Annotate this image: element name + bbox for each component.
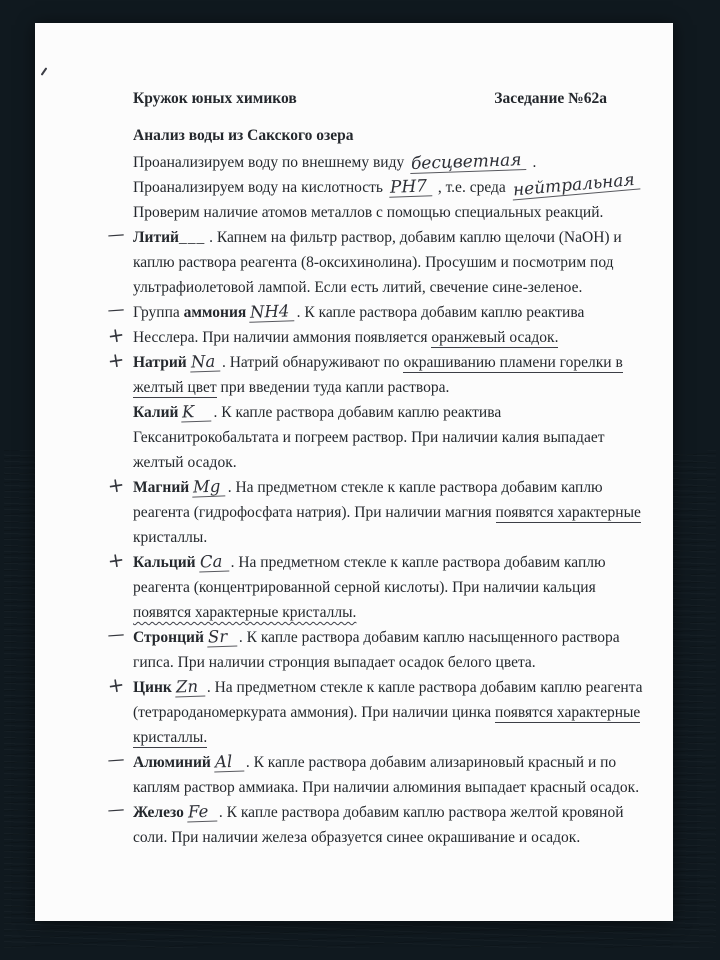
element-name: Литий bbox=[133, 229, 179, 246]
text-segment: . К капле раствора добавим каплю реактива Гексанитрокобальтата и погреем раствор. При наличии калия выпадает желтый осадок. bbox=[133, 404, 605, 471]
text-segment: при введении туда капли раствора. bbox=[216, 379, 450, 396]
element-symbol-handwritten: Fe bbox=[187, 802, 218, 822]
polarity-mark: — bbox=[106, 749, 126, 771]
text-segment: кристаллы. bbox=[133, 529, 208, 546]
page-title: Анализ воды из Сакского озера bbox=[133, 127, 354, 144]
intro-line bbox=[133, 169, 647, 201]
element-name: Кальций bbox=[133, 554, 196, 571]
worksheet-paper bbox=[35, 23, 673, 921]
polarity-mark: + bbox=[105, 671, 127, 699]
text-segment: Проанализируем воду по внешнему виду bbox=[133, 154, 409, 171]
analysis-items bbox=[105, 224, 647, 850]
pen-underlined-text: появятся характерные кристаллы. bbox=[133, 604, 357, 621]
intro-paragraphs bbox=[133, 150, 647, 225]
polarity-mark: + bbox=[105, 546, 127, 574]
pen-underlined-text: оранжевый осадок. bbox=[431, 329, 559, 346]
analysis-item bbox=[106, 224, 647, 300]
analysis-item bbox=[105, 671, 647, 750]
polarity-mark: + bbox=[105, 321, 127, 349]
polarity-mark: — bbox=[106, 799, 126, 821]
polarity-mark: — bbox=[106, 299, 126, 321]
pen-underlined-text: появятся характерные кристаллы. bbox=[133, 704, 641, 746]
intro-line bbox=[133, 200, 647, 225]
element-name: Магний bbox=[133, 479, 190, 496]
element-name: Железо bbox=[133, 804, 184, 821]
text-segment: Проверим наличие атомов металлов с помощью специальных реакций. bbox=[133, 204, 604, 221]
text-segment: . Капнем на фильтр раствор, добавим каплю щелочи (NaOH) и каплю раствора реагента (8-оксихинолина). Просушим и посмотрим под ультрафиолетовой лампой. Если есть литий, свечение сине-зеленое. bbox=[133, 229, 622, 296]
element-symbol-handwritten: Sr bbox=[207, 627, 238, 647]
element-symbol-handwritten: Zn bbox=[175, 677, 206, 697]
element-name: аммония bbox=[183, 304, 247, 321]
text-segment: . На предметном стекле к капле раствора добавим каплю реагента (гидрофосфата натрия). При наличии магния bbox=[133, 479, 603, 521]
polarity-mark: + bbox=[105, 346, 127, 374]
element-name: Калий bbox=[133, 404, 179, 421]
text-segment: . Натрий обнаруживают по bbox=[221, 354, 404, 371]
polarity-mark: — bbox=[106, 624, 126, 646]
polarity-mark: — bbox=[106, 224, 126, 246]
text-segment: , т.е. среда bbox=[433, 179, 510, 196]
analysis-item bbox=[106, 799, 647, 850]
element-name: Натрий bbox=[133, 354, 187, 371]
text-segment: . К капле раствора добавим каплю насыщенного раствора гипса. При наличии стронция выпадает осадок белого цвета. bbox=[133, 629, 620, 671]
element-symbol-handwritten: K bbox=[181, 402, 212, 422]
element-name: Алюминий bbox=[133, 754, 211, 771]
worksheet-content bbox=[105, 86, 647, 850]
analysis-item bbox=[105, 346, 647, 400]
element-symbol-handwritten: Ca bbox=[198, 552, 229, 572]
element-symbol-handwritten: Mg bbox=[192, 477, 226, 497]
session-number: Заседание №62а bbox=[494, 90, 607, 107]
club-title: Кружок юных химиков bbox=[133, 90, 297, 107]
polarity-mark: + bbox=[105, 471, 127, 499]
handwritten-entry: нейтральная bbox=[511, 170, 640, 200]
text-segment: Проанализируем воду на кислотность bbox=[133, 179, 387, 196]
analysis-item bbox=[105, 471, 647, 550]
element-symbol-handwritten: Na bbox=[189, 352, 220, 372]
element-name: Цинк bbox=[133, 679, 172, 696]
analysis-item bbox=[105, 546, 647, 625]
analysis-item bbox=[133, 400, 647, 475]
text-segment: . На предметном стекле к капле раствора добавим каплю реагента (концентрированной серной кислоты). При наличии кальция bbox=[133, 554, 606, 596]
element-name-prefix: Группа bbox=[133, 304, 184, 321]
text-segment: . bbox=[528, 154, 537, 171]
pen-tick-mark bbox=[41, 67, 48, 76]
element-symbol-handwritten: NH4 bbox=[249, 302, 295, 323]
printed-blank: ___ bbox=[178, 229, 206, 246]
text-segment: . К капле раствора добавим каплю раствора желтой кровяной соли. При наличии железа образуется синее окрашивание и осадок. bbox=[133, 804, 624, 846]
element-name: Стронций bbox=[133, 629, 204, 646]
text-segment: . К капле раствора добавим ализариновый красный и по каплям раствор аммиака. При наличии алюминия выпадает красный осадок. bbox=[133, 754, 640, 796]
analysis-item bbox=[106, 749, 647, 800]
pen-underlined-text: появятся характерные bbox=[495, 504, 641, 521]
text-segment: . На предметном стекле к капле раствора добавим каплю реагента (тетрароданомеркурата аммония). При наличии цинка bbox=[133, 679, 643, 721]
analysis-item bbox=[105, 299, 647, 350]
pen-underlined-text: окрашиванию пламени горелки в желтый цвет bbox=[133, 354, 623, 396]
handwritten-entry: бесцветная bbox=[410, 151, 527, 174]
handwritten-entry: PH7 bbox=[389, 177, 433, 197]
intro-line bbox=[133, 150, 647, 175]
analysis-item bbox=[106, 624, 647, 675]
header-row bbox=[133, 86, 647, 111]
element-symbol-handwritten: Al bbox=[213, 752, 244, 772]
text-segment: . К капле раствора добавим каплю реактива Несслера. При наличии аммония появляется bbox=[133, 304, 585, 346]
